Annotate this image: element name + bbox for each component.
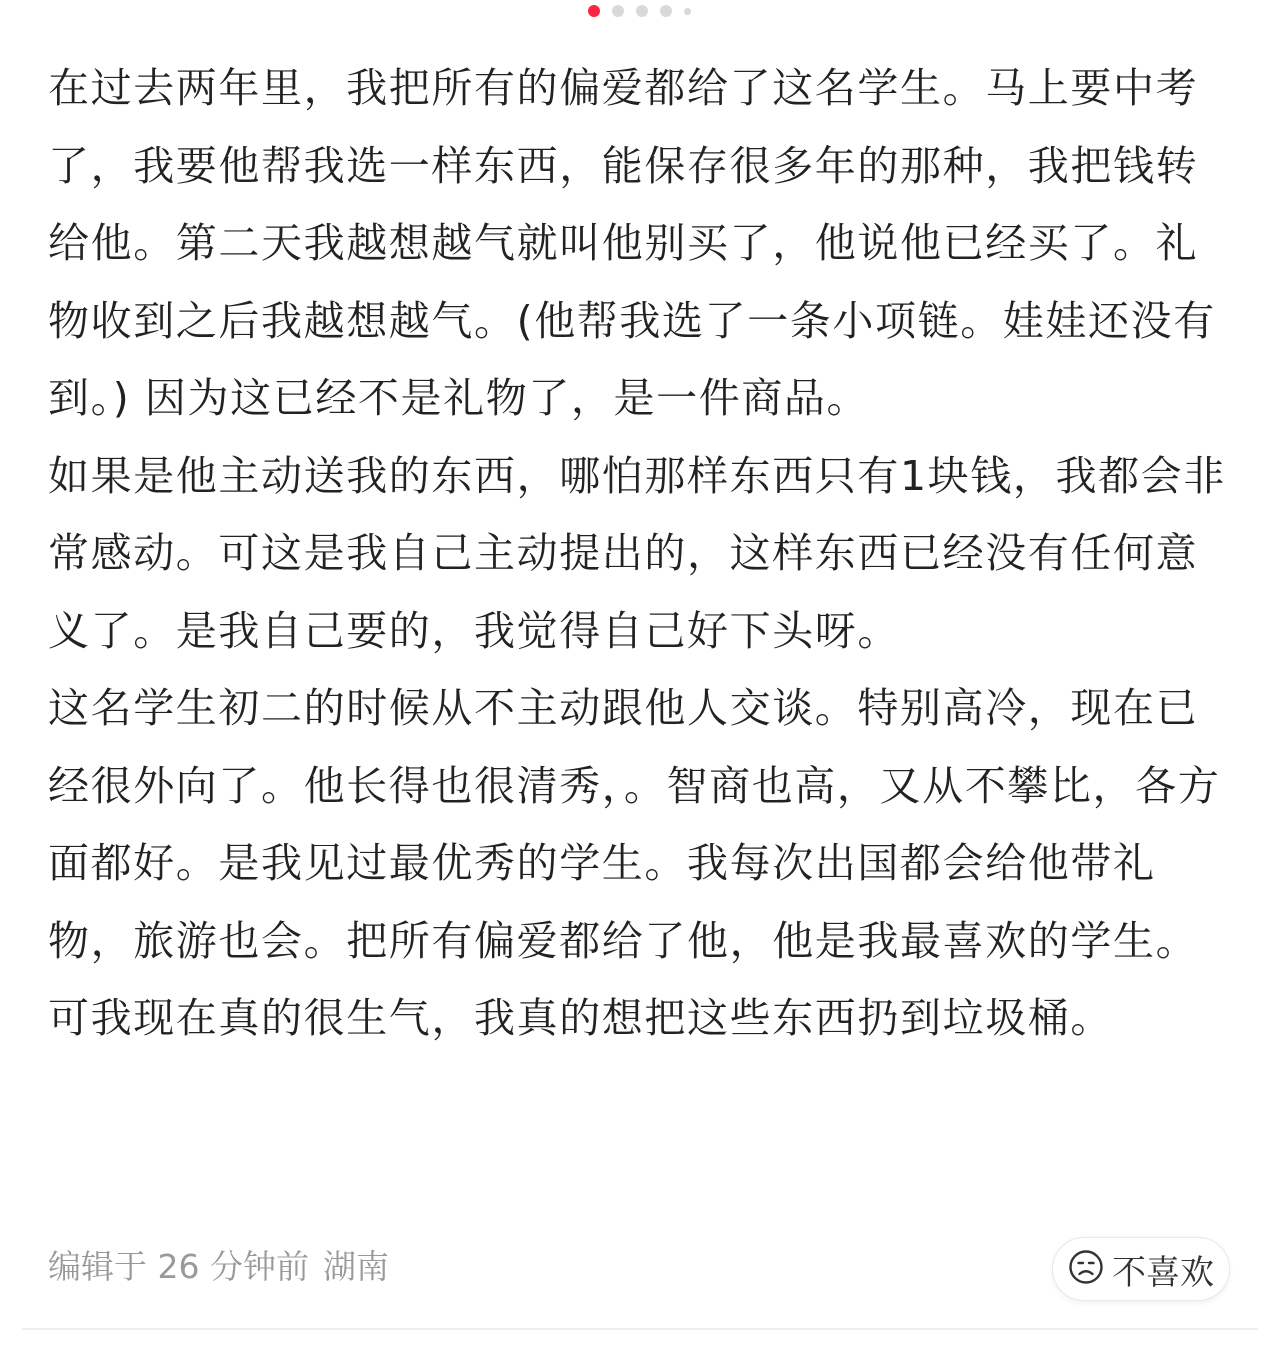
image-pager-dots xyxy=(0,3,1279,19)
dislike-button[interactable] xyxy=(1052,1237,1230,1301)
edited-time: 编辑于 26 分钟前 xyxy=(48,1247,309,1286)
frown-face-icon xyxy=(1068,1249,1104,1289)
post-paragraph: 这名学生初二的时候从不主动跟他人交谈。特别高冷，现在已经很外向了。他长得也很清秀，。智商也高，又从不攀比，各方面都好。是我见过最优秀的学生。我每次出国都会给他带礼物，旅游也会。把所有偏爱都给了他，他是我最喜欢的学生。可我现在真的很生气，我真的想把这些东西扔到垃圾桶。 xyxy=(48,684,1221,1042)
dislike-label: 不喜欢 xyxy=(1112,1252,1214,1293)
post-meta xyxy=(48,1244,389,1290)
post-paragraph: 如果是他主动送我的东西，哪怕那样东西只有1块钱，我都会非常感动。可这是我自己主动提出的，这样东西已经没有任何意义了。是我自己要的，我觉得自己好下头呀。 xyxy=(48,451,1226,655)
divider xyxy=(22,1328,1258,1330)
pager-dot[interactable] xyxy=(612,5,624,17)
post-location: 湖南 xyxy=(322,1247,389,1286)
pager-dot[interactable] xyxy=(660,5,672,17)
pager-dot-more xyxy=(684,8,691,15)
pager-dot-active[interactable] xyxy=(588,5,600,17)
post-body xyxy=(48,50,1238,1058)
post-paragraph: 在过去两年里，我把所有的偏爱都给了这名学生。马上要中考了，我要他帮我选一样东西，能保存很多年的那种，我把钱转给他。第二天我越想越气就叫他别买了，他说他已经买了。礼物收到之后我越想越气。(他帮我选了一条小项链。娃娃还没有到。) 因为这已经不是礼物了，是一件商品。 xyxy=(48,64,1216,422)
pager-dot[interactable] xyxy=(636,5,648,17)
